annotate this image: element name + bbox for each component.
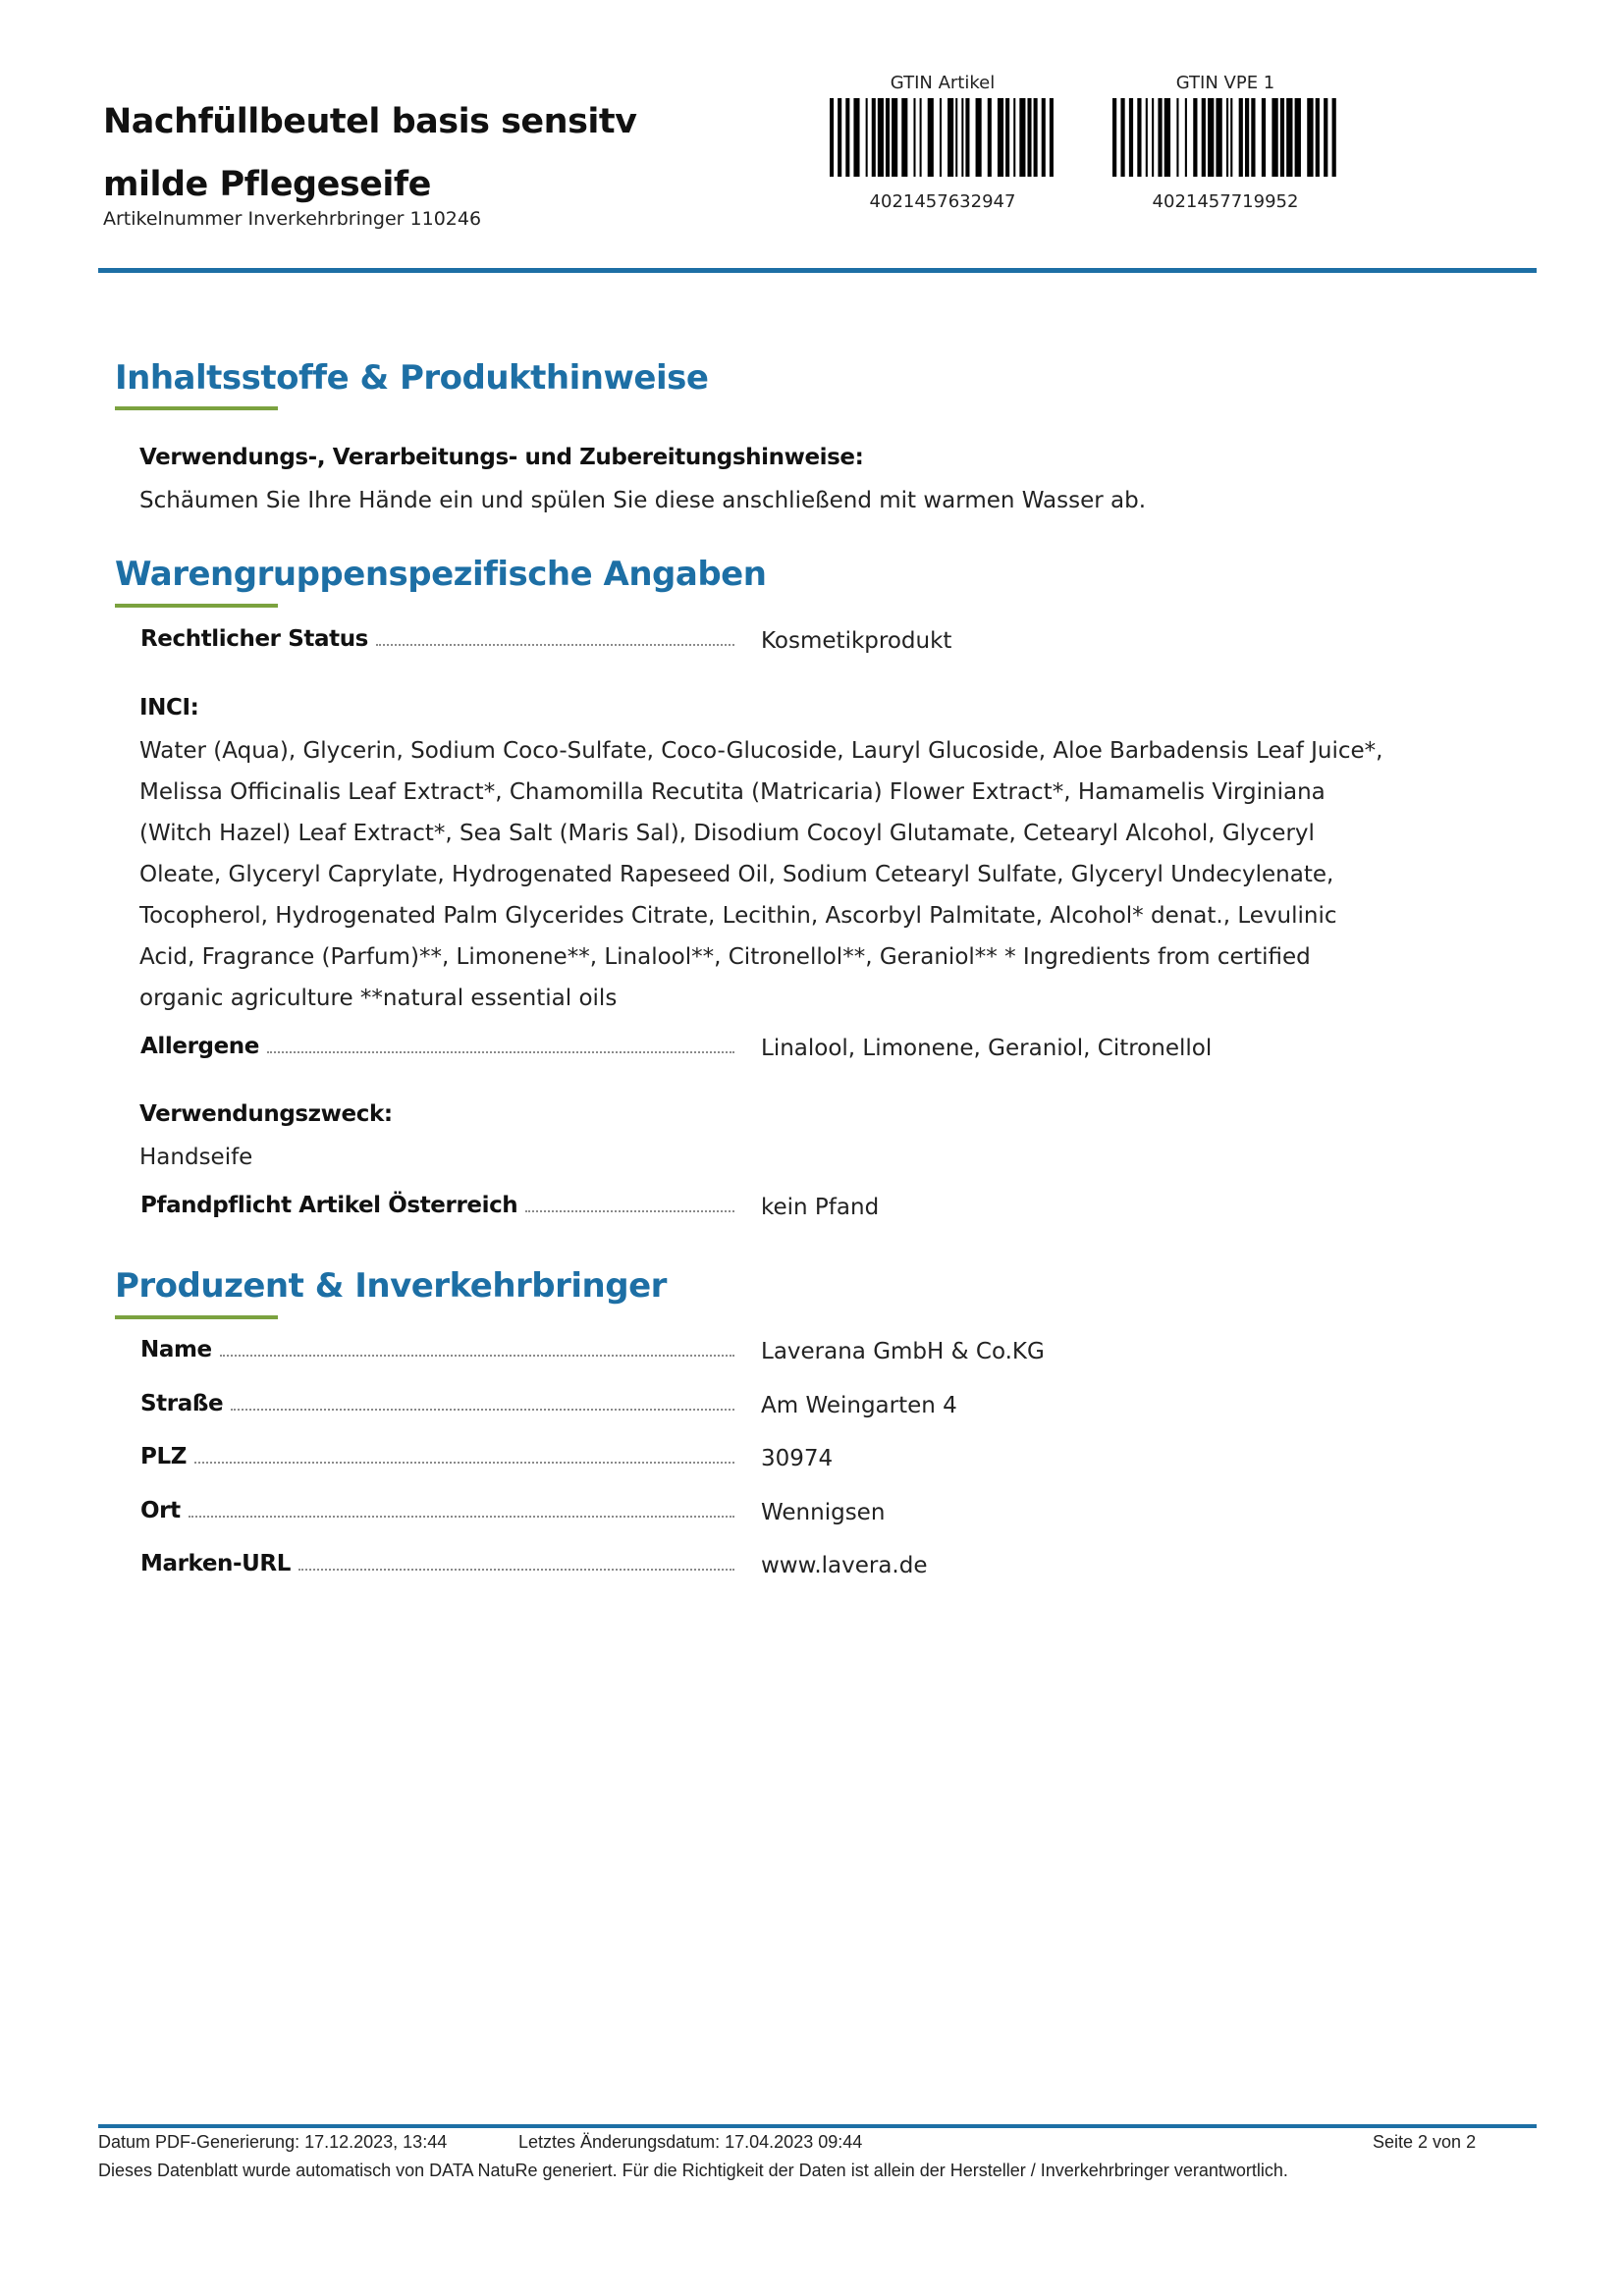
barcode-bar <box>965 98 969 177</box>
inci-line: organic agriculture **natural essential oils <box>139 986 618 1011</box>
barcode-bar <box>1316 98 1320 177</box>
barcode-icon <box>830 98 1057 177</box>
barcode-bar <box>1193 98 1197 177</box>
barcode-bar <box>901 98 907 177</box>
footer-generated: Datum PDF-Generierung: 17.12.2023, 13:44 <box>98 2132 448 2152</box>
barcode-bar <box>1013 98 1015 177</box>
barcode-bar <box>1042 98 1046 177</box>
producer-url-row <box>140 1551 734 1576</box>
dotted-leader <box>194 1461 734 1464</box>
barcode-bar <box>1295 98 1301 177</box>
producer-name-row <box>140 1337 734 1362</box>
footer-changed: Letztes Änderungsdatum: 17.04.2023 09:44 <box>518 2132 863 2152</box>
barcode-bar <box>1176 98 1178 177</box>
purpose-text: Handseife <box>139 1145 253 1170</box>
producer-street-value: Am Weingarten 4 <box>761 1393 957 1418</box>
barcode-bar <box>920 98 922 177</box>
barcode-bar <box>1164 98 1170 177</box>
inci-line: Acid, Fragrance (Parfum)**, Limonene**, Linalool**, Citronellol**, Geraniol** * Ingredients from certified <box>139 944 1311 970</box>
producer-url-key: Marken-URL <box>140 1551 291 1576</box>
barcode-bar <box>1332 98 1336 177</box>
inci-label: INCI: <box>139 695 199 721</box>
barcode-bar <box>961 98 963 177</box>
barcode-bar <box>892 98 897 177</box>
gtin-vpe-value: 4021457719952 <box>1152 191 1299 212</box>
product-title: Nachfüllbeutel basis sensitv milde Pflegeseife <box>103 102 637 204</box>
barcode-bar <box>1137 98 1141 177</box>
barcode-bar <box>845 98 849 177</box>
inci-line: (Witch Hazel) Leaf Extract*, Sea Salt (Maris Sal), Disodium Cocoyl Glutamate, Cetearyl Alcohol, Glyceryl <box>139 821 1315 846</box>
barcode-bar <box>853 98 859 177</box>
barcode-bar <box>1027 98 1031 177</box>
barcode-bar <box>1120 98 1124 177</box>
producer-city-key: Ort <box>140 1498 181 1523</box>
barcode-bar <box>988 98 992 177</box>
barcode-bar <box>955 98 957 177</box>
section-heading-producer: Produzent & Inverkehrbringer <box>115 1266 667 1306</box>
producer-city-value: Wennigsen <box>761 1500 886 1525</box>
usage-label: Verwendungs-, Verarbeitungs- und Zubereitungshinweise: <box>139 445 864 470</box>
producer-zip-key: PLZ <box>140 1444 187 1469</box>
barcode-bar <box>940 98 942 177</box>
barcode-bar <box>1112 98 1116 177</box>
barcode-bar <box>1129 98 1133 177</box>
barcode-bar <box>1019 98 1025 177</box>
barcode-bar <box>886 98 890 177</box>
deposit-key: Pfandpflicht Artikel Österreich <box>140 1193 518 1218</box>
legal-status-row <box>140 626 734 652</box>
barcode-bar <box>1262 98 1266 177</box>
legal-status-key: Rechtlicher Status <box>140 626 368 652</box>
barcode-bar <box>1146 98 1148 177</box>
gtin-article-value: 4021457632947 <box>869 191 1016 212</box>
barcode-bar <box>1216 98 1221 177</box>
barcode-bar <box>947 98 953 177</box>
inci-line: Melissa Officinalis Leaf Extract*, Chamomilla Recutita (Matricaria) Flower Extract*, Hamamelis Virginiana <box>139 779 1326 805</box>
allergens-key: Allergene <box>140 1034 259 1059</box>
barcode-bar <box>830 98 834 177</box>
dotted-leader <box>376 643 734 646</box>
usage-text: Schäumen Sie Ihre Hände ein und spülen Sie diese anschließend mit warmen Wasser ab. <box>139 488 1147 513</box>
barcode-bar <box>878 98 884 177</box>
gtin-vpe-label: GTIN VPE 1 <box>1175 73 1275 93</box>
producer-street-key: Straße <box>140 1391 224 1416</box>
dotted-leader <box>220 1354 734 1357</box>
footer-disclaimer: Dieses Datenblatt wurde automatisch von DATA NatuRe generiert. Für die Richtigkeit der Daten ist allein der Hersteller / Inverkehrbringer verantwortlich. <box>98 2161 1288 2180</box>
dotted-leader <box>298 1568 734 1571</box>
legal-status-value: Kosmetikprodukt <box>761 628 952 654</box>
barcode-bar <box>1034 98 1038 177</box>
barcode-icon <box>1112 98 1340 177</box>
inci-line: Water (Aqua), Glycerin, Sodium Coco-Sulfate, Coco-Glucoside, Lauryl Glucoside, Aloe Barbadensis Leaf Juice*, <box>139 738 1383 764</box>
barcode-bar <box>913 98 915 177</box>
barcode-bar <box>1226 98 1228 177</box>
barcode-bar <box>1251 98 1255 177</box>
header-divider <box>98 268 1537 273</box>
section-underline <box>115 604 278 608</box>
barcode-bar <box>1158 98 1162 177</box>
producer-street-row <box>140 1391 734 1416</box>
inci-line: Oleate, Glyceryl Caprylate, Hydrogenated Rapeseed Oil, Sodium Cetearyl Sulfate, Glyceryl Undecylenate, <box>139 862 1334 887</box>
deposit-value: kein Pfand <box>761 1195 880 1220</box>
deposit-row <box>140 1193 734 1218</box>
inci-text <box>139 730 1416 1019</box>
section-underline <box>115 406 278 410</box>
gtin-article-label: GTIN Artikel <box>890 73 996 93</box>
barcode-bar <box>1280 98 1284 177</box>
section-underline <box>115 1315 278 1319</box>
article-number: Artikelnummer Inverkehrbringer 110246 <box>103 208 482 230</box>
barcode-bar <box>1307 98 1313 177</box>
section-heading-ingredients: Inhaltsstoffe & Produkthinweise <box>115 358 709 398</box>
barcode-bar <box>1152 98 1154 177</box>
barcode-bar <box>1050 98 1054 177</box>
producer-city-row <box>140 1498 734 1523</box>
barcode-bar <box>1324 98 1327 177</box>
producer-zip-row <box>140 1444 734 1469</box>
producer-url-value: www.lavera.de <box>761 1553 928 1578</box>
footer-page-number: Seite 2 von 2 <box>1373 2132 1477 2152</box>
barcode-bar <box>1208 98 1214 177</box>
barcode-bar <box>1239 98 1243 177</box>
footer-divider <box>98 2124 1537 2128</box>
dotted-leader <box>189 1515 734 1518</box>
barcode-bar <box>976 98 982 177</box>
dotted-leader <box>231 1408 734 1411</box>
dotted-leader <box>267 1050 734 1053</box>
barcode-bar <box>1245 98 1249 177</box>
barcode-bar <box>872 98 876 177</box>
barcode-bar <box>1286 98 1292 177</box>
producer-name-key: Name <box>140 1337 212 1362</box>
barcode-bar <box>1005 98 1009 177</box>
inci-line: Tocopherol, Hydrogenated Palm Glycerides Citrate, Lecithin, Ascorbyl Palmitate, Alcohol* denat., Levulinic <box>139 903 1337 929</box>
producer-zip-value: 30974 <box>761 1446 834 1471</box>
barcode-bar <box>1272 98 1277 177</box>
purpose-label: Verwendungszweck: <box>139 1101 393 1127</box>
barcode-bar <box>928 98 934 177</box>
allergens-row <box>140 1034 734 1059</box>
barcode-bar <box>1185 98 1187 177</box>
barcode-bar <box>1230 98 1232 177</box>
barcode-bar <box>866 98 868 177</box>
barcode-bar <box>998 98 1003 177</box>
dotted-leader <box>525 1209 734 1212</box>
barcode-bar <box>1202 98 1206 177</box>
producer-name-value: Laverana GmbH & Co.KG <box>761 1339 1045 1364</box>
section-heading-product-group: Warengruppenspezifische Angaben <box>115 555 767 594</box>
allergens-value: Linalool, Limonene, Geraniol, Citronellol <box>761 1036 1213 1061</box>
barcode-bar <box>838 98 841 177</box>
